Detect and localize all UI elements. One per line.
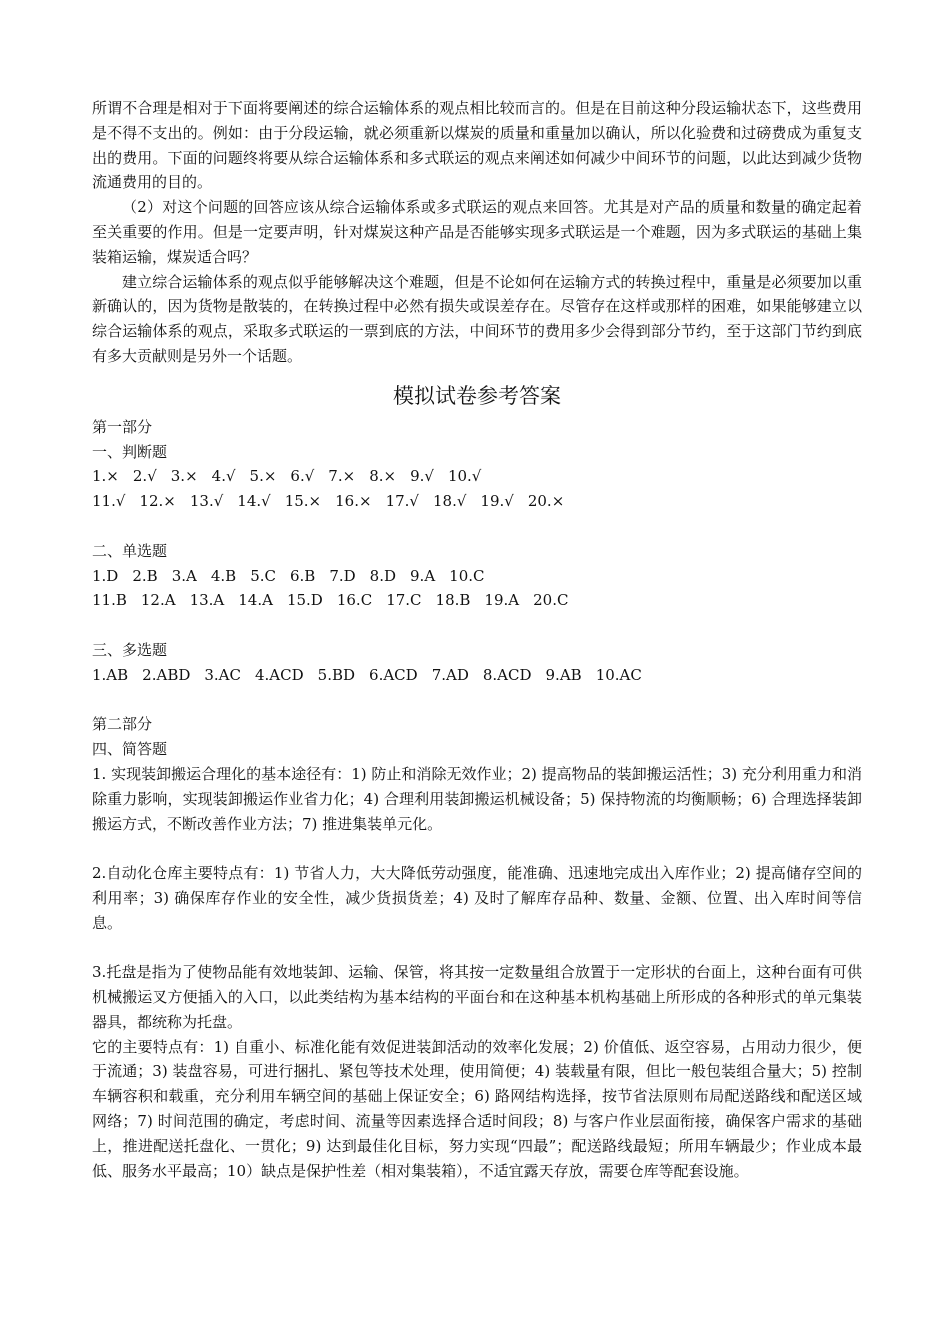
answer-item: 19.√ xyxy=(480,492,514,511)
answer-item: 12.× xyxy=(139,492,176,511)
answer-item: 8.× xyxy=(369,467,397,486)
judgment-heading: 一、判断题 xyxy=(92,442,168,461)
answer-item: 6.B xyxy=(289,566,316,585)
multi-choice-answers-row-1 xyxy=(92,663,862,688)
answer-item: 2.ABD xyxy=(142,665,191,684)
answer-item: 17.√ xyxy=(385,492,419,511)
answer-item: 14.√ xyxy=(237,492,271,511)
answer-item: 5.BD xyxy=(317,665,356,684)
intro-paragraph-3: 建立综合运输体系的观点似乎能够解决这个难题，但是不论如何在运输方式的转换过程中，重量是必须要加以重新确认的，因为货物是散装的，在转换过程中必然有损失或误差存在。尽管存在这样或那样的困难，如果能够建立以综合运输体系的观点，采取多式联运的一票到底的方法，中间环节的费用多少会得到部分节约，至于这部门节约到底有多大贡献则是另外一个话题。 xyxy=(92,272,862,365)
answer-item: 1.D xyxy=(92,566,119,585)
answer-item: 17.C xyxy=(386,591,422,610)
document-page xyxy=(92,96,862,1183)
answer-item: 1.× xyxy=(92,467,119,486)
answer-item: 13.A xyxy=(189,591,225,610)
answer-item: 7.× xyxy=(328,467,356,486)
judgment-answers-row-2 xyxy=(92,489,862,514)
short-answer-heading: 四、简答题 xyxy=(92,740,168,759)
answer-item: 19.A xyxy=(484,591,520,610)
answer-item: 4.√ xyxy=(211,467,236,486)
short-answer-2: 2.自动化仓库主要特点有：1) 节省人力，大大降低劳动强度，能准确、迅速地完成出入库作业；2) 提高储存空间的利用率；3) 确保库存作业的安全性，减少货损货差；4) 及时了解库存品种、数量、金额、位置、出入库时间等信息。 xyxy=(92,864,862,932)
judgment-answers-row-1 xyxy=(92,464,862,489)
answer-item: 10.√ xyxy=(447,467,482,486)
answer-item: 3.AC xyxy=(204,665,241,684)
answer-item: 16.C xyxy=(336,591,373,610)
answer-item: 9.A xyxy=(410,566,436,585)
answer-item: 3.× xyxy=(170,467,198,486)
answer-item: 5.× xyxy=(249,467,277,486)
single-choice-answers-row-1 xyxy=(92,564,862,589)
answer-item: 13.√ xyxy=(189,492,224,511)
answer-item: 11.√ xyxy=(92,492,126,511)
answer-item: 16.× xyxy=(335,492,372,511)
spacer xyxy=(92,936,862,961)
single-choice-heading: 二、单选题 xyxy=(92,541,168,560)
answer-item: 1.AB xyxy=(92,665,129,684)
answer-item: 8.D xyxy=(369,566,397,585)
answer-item: 3.A xyxy=(171,566,197,585)
answer-item: 10.AC xyxy=(595,665,642,684)
part1-label: 第一部分 xyxy=(92,417,153,436)
answer-item: 18.B xyxy=(435,591,471,610)
short-answer-1: 1. 实现装卸搬运合理化的基本途径有：1) 防止和消除无效作业；2) 提高物品的装卸搬运活性；3) 充分利用重力和消除重力影响，实现装卸搬运作业省力化；4) 合理利用装卸搬运机械设备；5) 保持物流的均衡顺畅；6) 合理选择装卸搬运方式，不断改善作业方法；7) 推进集装单元化。 xyxy=(92,764,862,833)
intro-paragraph-1: 所谓不合理是相对于下面将要阐述的综合运输体系的观点相比较而言的。但是在目前这种分段运输状态下，这些费用是不得不支出的。例如：由于分段运输，就必须重新以煤炭的质量和重量加以确认，所以化验费和过磅费成为重复支出的费用。下面的问题终将要从综合运输体系和多式联运的观点来阐述如何减少中间环节的问题，以此达到减少货物流通费用的目的。 xyxy=(92,99,862,192)
answer-item: 4.ACD xyxy=(255,665,304,684)
answer-item: 7.D xyxy=(329,566,356,585)
intro-paragraph-2: （2）对这个问题的回答应该从综合运输体系或多式联运的观点来回答。尤其是对产品的质量和数量的确定起着至关重要的作用。但是一定要声明，针对煤炭这种产品是否能够实现多式联运是一个难题，因为多式联运的基础上集装箱运输，煤炭适合吗？ xyxy=(92,198,862,266)
part2-label: 第二部分 xyxy=(92,715,153,734)
answer-item: 6.ACD xyxy=(369,665,418,684)
answer-item: 14.A xyxy=(238,591,273,610)
answer-item: 4.B xyxy=(210,566,237,585)
multi-choice-heading: 三、多选题 xyxy=(92,640,168,659)
answer-item: 20.C xyxy=(533,591,569,610)
answer-key-title: 模拟试卷参考答案 xyxy=(393,383,561,408)
spacer xyxy=(92,613,862,638)
answer-item: 7.AD xyxy=(431,665,469,684)
short-answer-3-definition: 3.托盘是指为了使物品能有效地装卸、运输、保管，将其按一定数量组合放置于一定形状的台面上，这种台面有可供机械搬运叉方便插入的入口，以此类结构为基本结构的平面台和在这种基本机构基础上所形成的各种形式的单元集装器具，都统称为托盘。 xyxy=(92,963,862,1031)
answer-item: 20.× xyxy=(527,492,565,511)
answer-item: 2.√ xyxy=(132,467,157,486)
single-choice-answers-row-2 xyxy=(92,588,862,613)
answer-item: 18.√ xyxy=(433,492,467,511)
answer-item: 15.D xyxy=(286,591,323,610)
answer-item: 12.A xyxy=(140,591,176,610)
spacer xyxy=(92,688,862,713)
answer-item: 9.√ xyxy=(410,467,434,486)
answer-item: 10.C xyxy=(449,566,485,585)
answer-item: 5.C xyxy=(250,566,276,585)
answer-item: 8.ACD xyxy=(482,665,532,684)
spacer xyxy=(92,836,862,861)
spacer xyxy=(92,514,862,539)
answer-item: 11.B xyxy=(92,591,127,610)
answer-item: 9.AB xyxy=(545,665,582,684)
short-answer-3-features: 它的主要特点有：1) 自重小、标准化能有效促进装卸活动的效率化发展；2) 价值低、返空容易，占用动力很少，便于流通；3) 装盘容易，可进行捆扎、紧包等技术处理，使用简便；4) 装载量有限，但比一般包装组合量大；5) 控制车辆容积和载重，充分利用车辆空间的基础上保证安全；6) 路网结构选择，按节省法原则布局配送路线和配送区域网络；7) 时间范围的确定，考虑时间、流量等因素选择合适时间段；8) 与客户作业层面衔接，确保客户需求的基础上，推进配送托盘化、一贯化；9) 达到最佳化目标，努力实现“四最”；配送路线最短；所用车辆最少；作业成本最低、服务水平最高；10）缺点是保护性差（相对集装箱），不适宜露天存放，需要仓库等配套设施。 xyxy=(92,1037,862,1180)
answer-item: 2.B xyxy=(132,566,158,585)
answer-item: 6.√ xyxy=(290,467,315,486)
answer-item: 15.× xyxy=(284,492,322,511)
